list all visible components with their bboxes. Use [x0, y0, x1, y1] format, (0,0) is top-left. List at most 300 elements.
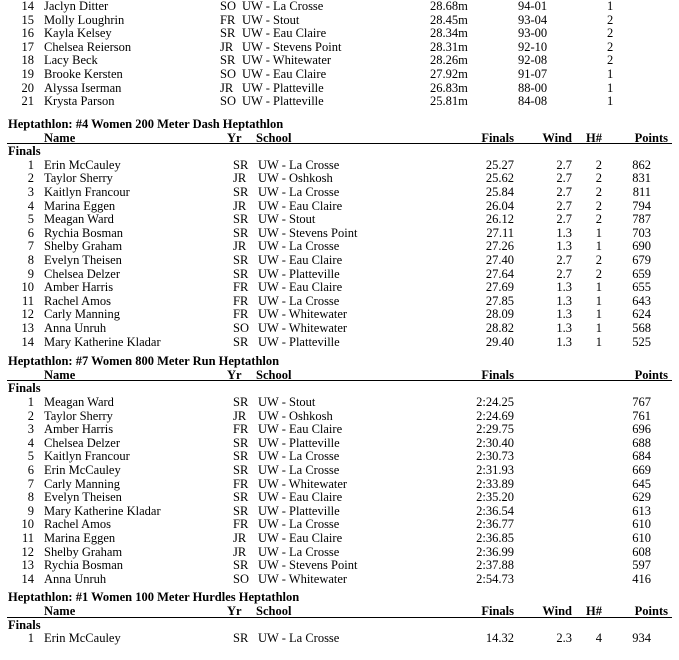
year: JR: [233, 171, 247, 186]
result-row: [0, 395, 679, 409]
school: UW - Platteville: [242, 80, 324, 95]
year: SR: [233, 185, 249, 199]
result-row: [0, 81, 679, 95]
col-name: Name: [44, 130, 76, 145]
place: 3: [27, 422, 34, 437]
year: SR: [233, 435, 249, 450]
finals-mark: 2:33.89: [476, 476, 514, 491]
wind: 2.3: [556, 631, 572, 646]
wind: 1.3: [556, 225, 572, 240]
points: 624: [632, 307, 651, 322]
wind: 1.3: [556, 239, 572, 254]
wind: 1.3: [556, 307, 572, 322]
year: SR: [233, 157, 249, 172]
heat-number: 1: [607, 0, 614, 13]
wind: 1.3: [556, 280, 572, 295]
result-row: [0, 26, 679, 40]
result-row: [0, 185, 679, 199]
school: UW - Whitewater: [258, 321, 348, 335]
athlete-name: Shelby Graham: [44, 544, 123, 559]
finals-label: Finals: [8, 381, 41, 396]
place: 8: [27, 490, 34, 505]
result-row: [0, 280, 679, 294]
athlete-name: Lacy Beck: [44, 53, 98, 68]
result-row: [0, 94, 679, 108]
place: 7: [27, 239, 34, 254]
place: 6: [27, 225, 34, 240]
points: 416: [632, 571, 651, 586]
place: 7: [27, 476, 34, 491]
year: JR: [233, 408, 247, 423]
year: FR: [233, 476, 249, 491]
result-row: [0, 572, 679, 586]
heat-number: 1: [595, 280, 602, 295]
wind: 2.7: [556, 171, 572, 186]
result-row: [0, 0, 679, 13]
athlete-name: Carly Manning: [44, 476, 121, 491]
heat-number: 4: [595, 631, 602, 646]
year: SR: [220, 53, 236, 68]
school: UW - La Crosse: [258, 239, 340, 254]
place: 9: [27, 266, 34, 281]
result-row: [0, 409, 679, 423]
school: UW - Platteville: [258, 435, 340, 450]
result-row: [0, 53, 679, 67]
year: SR: [233, 266, 249, 281]
school: UW - La Crosse: [258, 631, 340, 646]
points: 643: [632, 293, 651, 308]
finals-mark: 27.11: [486, 225, 514, 240]
school: UW - La Crosse: [258, 463, 340, 477]
year: SR: [233, 463, 249, 477]
place: 21: [21, 94, 34, 109]
school: UW - Stevens Point: [258, 558, 358, 573]
result-row: [0, 422, 679, 436]
school: UW - La Crosse: [242, 0, 324, 13]
converted-mark: 91-07: [518, 67, 548, 81]
year: SO: [233, 571, 249, 586]
place: 14: [21, 571, 34, 586]
finals-label: Finals: [8, 144, 41, 159]
result-row: [0, 171, 679, 185]
heat-number: 2: [595, 157, 602, 172]
header-divider: [7, 380, 672, 381]
col-finals: Finals: [481, 604, 514, 618]
year: SR: [233, 631, 249, 646]
wind: 2.7: [556, 185, 572, 199]
year: SR: [233, 334, 249, 349]
athlete-name: Chelsea Delzer: [44, 435, 121, 450]
result-row: [0, 545, 679, 559]
year: SO: [233, 321, 249, 335]
school: UW - Stevens Point: [242, 39, 342, 54]
col-school: School: [256, 130, 292, 145]
points: 610: [632, 531, 651, 545]
place: 13: [21, 321, 34, 335]
result-row: [0, 631, 679, 645]
finals-mark: 2:30.40: [476, 435, 514, 450]
heat-number: 2: [595, 253, 602, 267]
result-row: [0, 307, 679, 321]
year: FR: [233, 422, 249, 437]
place: 15: [21, 12, 34, 27]
school: UW - Whitewater: [258, 476, 348, 491]
place: 5: [27, 212, 34, 227]
heat-number: 1: [607, 94, 614, 109]
place: 18: [21, 53, 34, 68]
points: 613: [632, 503, 651, 518]
heat-number: 1: [595, 239, 602, 254]
converted-mark: 93-04: [518, 12, 548, 27]
athlete-name: Kaitlyn Francour: [44, 449, 130, 464]
heat-number: 2: [595, 198, 602, 213]
points: 608: [632, 544, 651, 559]
result-row: [0, 253, 679, 267]
year: SR: [233, 558, 249, 573]
athlete-name: Shelby Graham: [44, 239, 123, 254]
athlete-name: Anna Unruh: [44, 321, 107, 335]
athlete-name: Amber Harris: [44, 280, 114, 295]
year: SO: [220, 67, 236, 81]
col-points: Points: [634, 367, 668, 382]
result-row: [0, 335, 679, 349]
athlete-name: Evelyn Theisen: [44, 253, 122, 267]
school: UW - La Crosse: [258, 544, 340, 559]
year: SR: [233, 212, 249, 227]
heat-number: 2: [607, 12, 614, 27]
col-wind: Wind: [542, 604, 572, 618]
mark: 28.68m: [430, 0, 468, 13]
athlete-name: Meagan Ward: [44, 395, 114, 409]
athlete-name: Erin McCauley: [44, 631, 121, 646]
school: UW - Eau Claire: [258, 280, 343, 295]
year: FR: [233, 517, 249, 532]
year: SR: [233, 503, 249, 518]
heat-number: 2: [607, 53, 614, 68]
points: 767: [632, 395, 651, 409]
mark: 28.45m: [430, 12, 468, 27]
school: UW - Platteville: [242, 94, 324, 109]
finals-mark: 25.84: [485, 185, 514, 199]
finals-mark: 2:24.69: [476, 408, 514, 423]
year: JR: [233, 531, 247, 545]
points: 794: [632, 198, 651, 213]
school: UW - Stout: [258, 395, 316, 409]
year: SR: [233, 225, 249, 240]
heat-number: 1: [607, 67, 614, 81]
year: SR: [233, 490, 249, 505]
school: UW - La Crosse: [258, 517, 340, 532]
result-row: [0, 321, 679, 335]
finals-mark: 2:24.25: [476, 395, 514, 409]
col-heat: H#: [586, 604, 602, 618]
athlete-name: Rachel Amos: [44, 293, 112, 308]
place: 11: [21, 531, 34, 545]
wind: 1.3: [556, 293, 572, 308]
place: 1: [27, 395, 34, 409]
school: UW - Eau Claire: [258, 253, 343, 267]
header-divider: [7, 617, 672, 618]
finals-mark: 14.32: [485, 631, 514, 646]
place: 13: [21, 558, 34, 573]
place: 4: [27, 435, 34, 450]
points: 690: [632, 239, 651, 254]
section-title: Heptathlon: #7 Women 800 Meter Run Heptathlon: [8, 354, 280, 369]
points: 597: [632, 558, 651, 573]
result-row: [0, 477, 679, 491]
place: 19: [21, 67, 34, 81]
converted-mark: 93-00: [518, 26, 548, 41]
school: UW - Whitewater: [258, 571, 348, 586]
heat-number: 1: [595, 307, 602, 322]
result-row: [0, 558, 679, 572]
col-year: Yr: [227, 367, 242, 382]
section-title: Heptathlon: #1 Women 100 Meter Hurdles Heptathlon: [8, 590, 300, 605]
wind: 2.7: [556, 198, 572, 213]
place: 1: [27, 157, 34, 172]
year: JR: [220, 39, 234, 54]
col-school: School: [256, 367, 292, 382]
finals-label: Finals: [8, 617, 41, 632]
school: UW - Eau Claire: [242, 26, 327, 41]
wind: 2.7: [556, 253, 572, 267]
athlete-name: Rychia Bosman: [44, 558, 124, 573]
place: 14: [21, 334, 34, 349]
school: UW - Stevens Point: [258, 225, 358, 240]
year: SR: [233, 253, 249, 267]
school: UW - Eau Claire: [258, 198, 343, 213]
year: SO: [220, 0, 236, 13]
result-row: [0, 13, 679, 27]
points: 703: [632, 225, 651, 240]
heat-number: 1: [595, 293, 602, 308]
year: SR: [233, 449, 249, 464]
place: 10: [21, 517, 34, 532]
school: UW - Eau Claire: [242, 67, 327, 81]
finals-mark: 27.64: [485, 266, 514, 281]
heat-number: 1: [607, 80, 614, 95]
place: 6: [27, 463, 34, 477]
finals-mark: 29.40: [485, 334, 514, 349]
athlete-name: Marina Eggen: [44, 198, 116, 213]
result-row: [0, 40, 679, 54]
athlete-name: Jaclyn Ditter: [44, 0, 109, 13]
heat-number: 1: [595, 334, 602, 349]
year: JR: [233, 544, 247, 559]
finals-mark: 27.40: [485, 253, 514, 267]
place: 10: [21, 280, 34, 295]
points: 831: [632, 171, 651, 186]
athlete-name: Taylor Sherry: [44, 171, 113, 186]
col-name: Name: [44, 367, 76, 382]
school: UW - Oshkosh: [258, 408, 333, 423]
athlete-name: Mary Katherine Kladar: [44, 334, 161, 349]
finals-mark: 2:36.99: [476, 544, 514, 559]
wind: 2.7: [556, 266, 572, 281]
place: 20: [21, 80, 34, 95]
points: 679: [632, 253, 651, 267]
place: 11: [21, 293, 34, 308]
mark: 26.83m: [430, 80, 468, 95]
header-divider: [7, 143, 672, 144]
mark: 28.34m: [430, 26, 468, 41]
result-row: [0, 449, 679, 463]
finals-mark: 25.27: [485, 157, 514, 172]
year: FR: [233, 307, 249, 322]
result-row: [0, 226, 679, 240]
converted-mark: 92-08: [518, 53, 548, 68]
points: 655: [632, 280, 651, 295]
mark: 27.92m: [430, 67, 468, 81]
school: UW - Platteville: [258, 503, 340, 518]
heat-number: 2: [595, 212, 602, 227]
mark: 25.81m: [430, 94, 468, 109]
result-row: [0, 239, 679, 253]
year: JR: [220, 80, 234, 95]
school: UW - Whitewater: [242, 53, 332, 68]
athlete-name: Anna Unruh: [44, 571, 107, 586]
athlete-name: Erin McCauley: [44, 463, 121, 477]
school: UW - Eau Claire: [258, 531, 343, 545]
place: 2: [27, 171, 34, 186]
heat-number: 1: [595, 225, 602, 240]
finals-mark: 2:35.20: [476, 490, 514, 505]
points: 862: [632, 157, 651, 172]
place: 12: [21, 544, 34, 559]
points: 934: [632, 631, 651, 646]
finals-mark: 2:54.73: [476, 571, 514, 586]
school: UW - La Crosse: [258, 185, 340, 199]
result-row: [0, 158, 679, 172]
wind: 1.3: [556, 334, 572, 349]
result-row: [0, 504, 679, 518]
points: 659: [632, 266, 651, 281]
points: 610: [632, 517, 651, 532]
year: JR: [233, 198, 247, 213]
school: UW - Platteville: [258, 266, 340, 281]
result-row: [0, 517, 679, 531]
col-heat: H#: [586, 130, 602, 145]
result-row: [0, 67, 679, 81]
converted-mark: 92-10: [518, 39, 548, 54]
result-row: [0, 199, 679, 213]
place: 9: [27, 503, 34, 518]
school: UW - La Crosse: [258, 449, 340, 464]
col-year: Yr: [227, 604, 242, 618]
school: UW - Oshkosh: [258, 171, 333, 186]
converted-mark: 84-08: [518, 94, 548, 109]
place: 3: [27, 185, 34, 199]
col-finals: Finals: [481, 130, 514, 145]
school: UW - Eau Claire: [258, 422, 343, 437]
athlete-name: Evelyn Theisen: [44, 490, 122, 505]
col-wind: Wind: [542, 130, 572, 145]
finals-mark: 2:36.54: [476, 503, 514, 518]
heat-number: 2: [595, 185, 602, 199]
result-row: [0, 463, 679, 477]
school: UW - Stout: [242, 12, 300, 27]
year: FR: [233, 280, 249, 295]
col-points: Points: [634, 130, 668, 145]
place: 5: [27, 449, 34, 464]
result-row: [0, 267, 679, 281]
athlete-name: Amber Harris: [44, 422, 114, 437]
points: 684: [632, 449, 651, 464]
points: 669: [632, 463, 651, 477]
result-row: [0, 212, 679, 226]
heat-number: 2: [595, 171, 602, 186]
converted-mark: 88-00: [518, 80, 548, 95]
place: 17: [21, 39, 34, 54]
finals-mark: 2:37.88: [476, 558, 514, 573]
school: UW - La Crosse: [258, 157, 340, 172]
converted-mark: 94-01: [518, 0, 548, 13]
athlete-name: Molly Loughrin: [44, 12, 125, 27]
year: SO: [220, 94, 236, 109]
athlete-name: Rachel Amos: [44, 517, 112, 532]
wind: 2.7: [556, 212, 572, 227]
points: 787: [632, 212, 651, 227]
finals-mark: 28.09: [485, 307, 514, 322]
school: UW - La Crosse: [258, 293, 340, 308]
athlete-name: Brooke Kersten: [44, 67, 123, 81]
athlete-name: Taylor Sherry: [44, 408, 113, 423]
finals-mark: 2:36.85: [476, 531, 514, 545]
place: 12: [21, 307, 34, 322]
school: UW - Whitewater: [258, 307, 348, 322]
points: 645: [632, 476, 651, 491]
mark: 28.26m: [430, 53, 468, 68]
athlete-name: Alyssa Iserman: [44, 80, 122, 95]
finals-mark: 2:36.77: [476, 517, 514, 532]
athlete-name: Chelsea Delzer: [44, 266, 121, 281]
athlete-name: Mary Katherine Kladar: [44, 503, 161, 518]
heat-number: 2: [595, 266, 602, 281]
finals-mark: 28.82: [485, 321, 514, 335]
points: 811: [632, 185, 651, 199]
athlete-name: Krysta Parson: [44, 94, 115, 109]
col-year: Yr: [227, 130, 242, 145]
wind: 1.3: [556, 321, 572, 335]
finals-mark: 27.26: [485, 239, 514, 254]
year: SR: [220, 26, 236, 41]
heat-number: 1: [595, 321, 602, 335]
finals-mark: 26.12: [485, 212, 514, 227]
col-finals: Finals: [481, 367, 514, 382]
mark: 28.31m: [430, 39, 468, 54]
year: SR: [233, 395, 249, 409]
athlete-name: Kaitlyn Francour: [44, 185, 130, 199]
athlete-name: Carly Manning: [44, 307, 121, 322]
col-points: Points: [634, 604, 668, 618]
place: 16: [21, 26, 34, 41]
points: 568: [632, 321, 651, 335]
heat-number: 2: [607, 26, 614, 41]
result-row: [0, 436, 679, 450]
year: JR: [233, 239, 247, 254]
points: 761: [632, 408, 651, 423]
year: FR: [220, 12, 236, 27]
year: FR: [233, 293, 249, 308]
result-row: [0, 531, 679, 545]
school: UW - Eau Claire: [258, 490, 343, 505]
points: 629: [632, 490, 651, 505]
finals-mark: 27.69: [485, 280, 514, 295]
place: 1: [27, 631, 34, 646]
place: 4: [27, 198, 34, 213]
athlete-name: Chelsea Reierson: [44, 39, 132, 54]
finals-mark: 2:30.73: [476, 449, 514, 464]
